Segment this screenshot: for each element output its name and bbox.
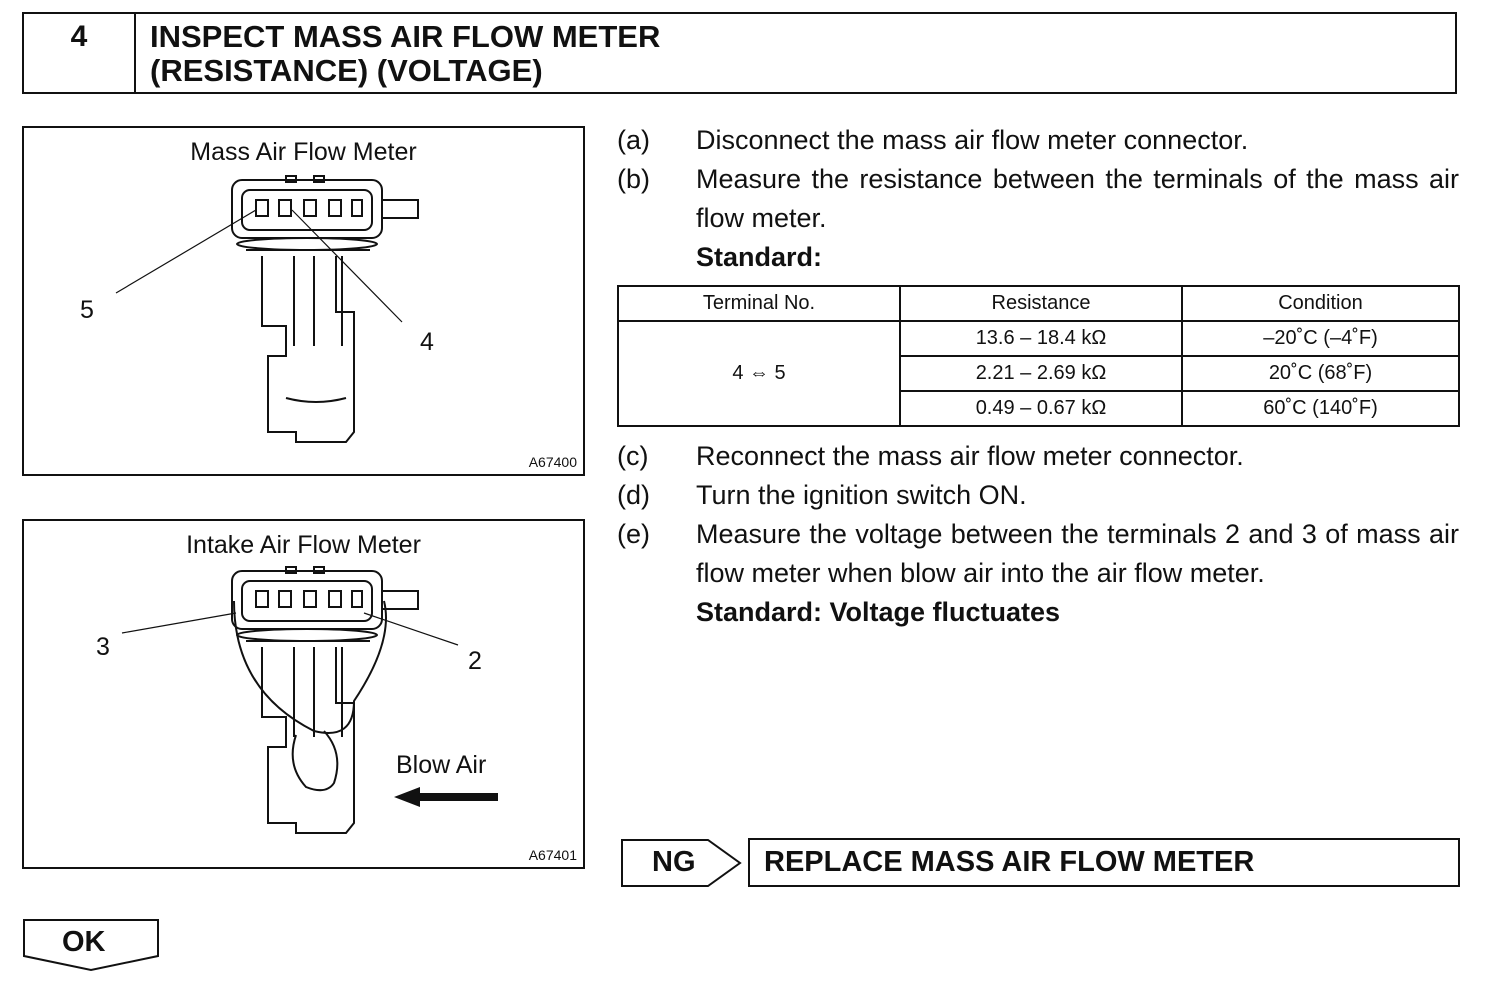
callout-terminal-4: 4 <box>420 328 434 356</box>
step-number: 4 <box>24 14 136 92</box>
step-d <box>617 476 1459 515</box>
terminal-cell: 4 ⇔ 5 <box>618 321 900 426</box>
step-b-letter: (b) <box>617 164 650 194</box>
figure-2-title: Intake Air Flow Meter <box>186 531 421 559</box>
figure-intake-air-flow-meter <box>22 519 585 869</box>
standard-voltage: Standard: Voltage fluctuates <box>696 597 1061 627</box>
resistance-cell: 2.21 – 2.69 kΩ <box>900 356 1182 391</box>
step-a-text: Disconnect the mass air flow meter connector. <box>696 125 1249 155</box>
figure-1-title: Mass Air Flow Meter <box>190 138 417 166</box>
header-terminal: Terminal No. <box>618 286 900 321</box>
step-header <box>22 12 1457 94</box>
ok-label: OK <box>62 926 106 958</box>
step-a-letter: (a) <box>617 125 650 155</box>
step-e <box>617 515 1459 593</box>
callout-terminal-2: 2 <box>468 647 482 675</box>
standard-voltage-row <box>617 593 1459 632</box>
blow-air-label: Blow Air <box>396 751 487 779</box>
callout-terminal-5: 5 <box>80 296 94 324</box>
step-d-letter: (d) <box>617 480 650 510</box>
step-title-line-1: INSPECT MASS AIR FLOW METER <box>150 19 661 54</box>
table-header-row <box>618 286 1459 321</box>
step-e-text: Measure the voltage between the terminals 2 and 3 of mass air flow meter when blow air into the air flow meter. <box>696 519 1459 588</box>
step-title-line-2: (RESISTANCE) (VOLTAGE) <box>150 53 543 88</box>
figure-1-code: A67400 <box>528 454 577 470</box>
step-d-text: Turn the ignition switch ON. <box>696 480 1027 510</box>
table-row <box>618 321 1459 356</box>
step-a <box>617 121 1459 160</box>
standard-row <box>617 238 1459 277</box>
intake-air-flow-meter-drawing <box>24 521 587 871</box>
step-title <box>136 14 660 92</box>
condition-cell: 60˚C (140˚F) <box>1182 391 1459 426</box>
step-e-letter: (e) <box>617 519 650 549</box>
resistance-cell: 0.49 – 0.67 kΩ <box>900 391 1182 426</box>
resistance-cell: 13.6 – 18.4 kΩ <box>900 321 1182 356</box>
resistance-spec-table <box>617 285 1460 427</box>
header-resistance: Resistance <box>900 286 1182 321</box>
callout-terminal-3: 3 <box>96 633 110 661</box>
standard-label: Standard: <box>696 242 823 272</box>
step-b-text: Measure the resistance between the terminals of the mass air flow meter. <box>696 164 1459 233</box>
ng-action-box: REPLACE MASS AIR FLOW METER <box>748 838 1460 887</box>
condition-cell: 20˚C (68˚F) <box>1182 356 1459 391</box>
figure-2-code: A67401 <box>528 847 577 863</box>
steps-top <box>617 121 1459 277</box>
step-c <box>617 437 1459 476</box>
steps-bottom <box>617 437 1459 632</box>
figure-mass-air-flow-meter <box>22 126 585 476</box>
step-b <box>617 160 1459 238</box>
header-condition: Condition <box>1182 286 1459 321</box>
step-c-text: Reconnect the mass air flow meter connector. <box>696 441 1244 471</box>
mass-air-flow-meter-drawing <box>24 128 587 478</box>
condition-cell: –20˚C (–4˚F) <box>1182 321 1459 356</box>
step-c-letter: (c) <box>617 441 649 471</box>
ng-label: NG <box>652 846 696 878</box>
